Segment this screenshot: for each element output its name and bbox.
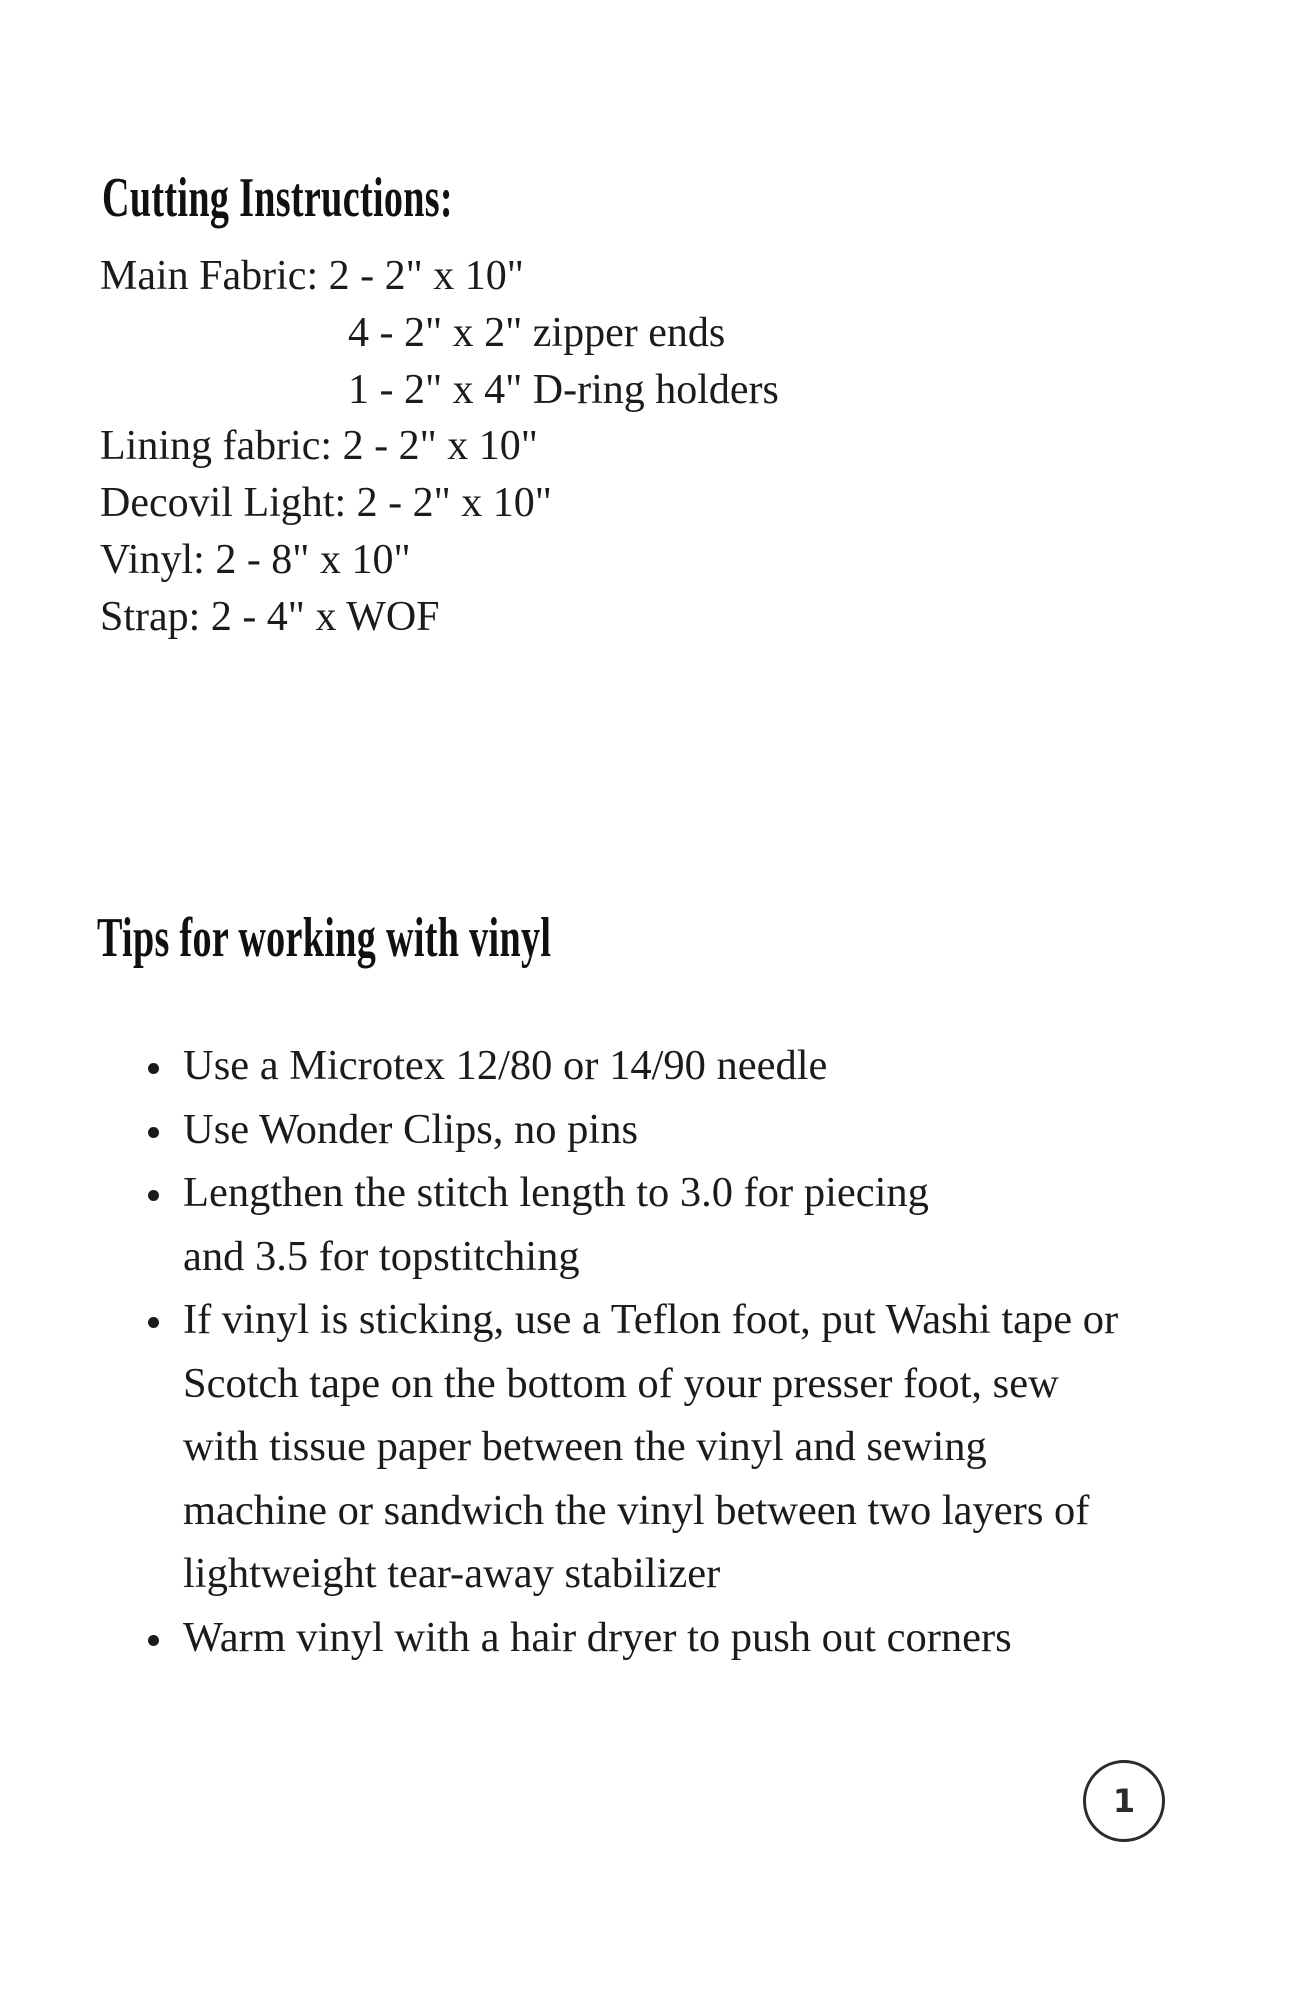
cutting-line-strap: Strap: 2 - 4" x WOF (100, 593, 440, 640)
cutting-line-vinyl: Vinyl: 2 - 8" x 10" (100, 536, 411, 583)
tip-needle: Use a Microtex 12/80 or 14/90 needle (183, 1034, 1118, 1098)
tip-stitch-length-cont: and 3.5 for topstitching (183, 1232, 580, 1280)
cutting-line-decovil-light: Decovil Light: 2 - 2" x 10" (100, 480, 552, 527)
page-number-badge (1083, 1760, 1165, 1842)
tip-stitch-length: Lengthen the stitch length to 3.0 for piecing (183, 1161, 1118, 1225)
tips-list (183, 1034, 1118, 1669)
cutting-line-main-fabric: Main Fabric: 2 - 2" x 10" (100, 253, 524, 299)
tip-wonder-clips: Use Wonder Clips, no pins (183, 1098, 1118, 1162)
page-number: 1 (1112, 1782, 1136, 1820)
tip-vinyl-sticking-cont-1: Scotch tape on the bottom of your presser foot, sew (183, 1359, 1059, 1407)
tip-warm-vinyl: Warm vinyl with a hair dryer to push out corners (183, 1606, 1118, 1670)
cutting-list (100, 248, 779, 646)
cutting-line-dring-holders: 1 - 2" x 4" D-ring holders (348, 366, 779, 413)
cutting-instructions-heading: Cutting Instructions: (102, 167, 453, 229)
tip-vinyl-sticking: If vinyl is sticking, use a Teflon foot, put Washi tape or (183, 1288, 1118, 1352)
cutting-line-lining-fabric: Lining fabric: 2 - 2" x 10" (100, 423, 538, 470)
tip-vinyl-sticking-cont-2: with tissue paper between the vinyl and sewing (183, 1423, 987, 1470)
tip-vinyl-sticking-cont-4: lightweight tear-away stabilizer (183, 1550, 721, 1597)
tips-heading: Tips for working with vinyl (97, 907, 552, 969)
cutting-line-zipper-ends: 4 - 2" x 2" zipper ends (348, 309, 726, 356)
tip-vinyl-sticking-cont-3: machine or sandwich the vinyl between two layers of (183, 1486, 1090, 1534)
